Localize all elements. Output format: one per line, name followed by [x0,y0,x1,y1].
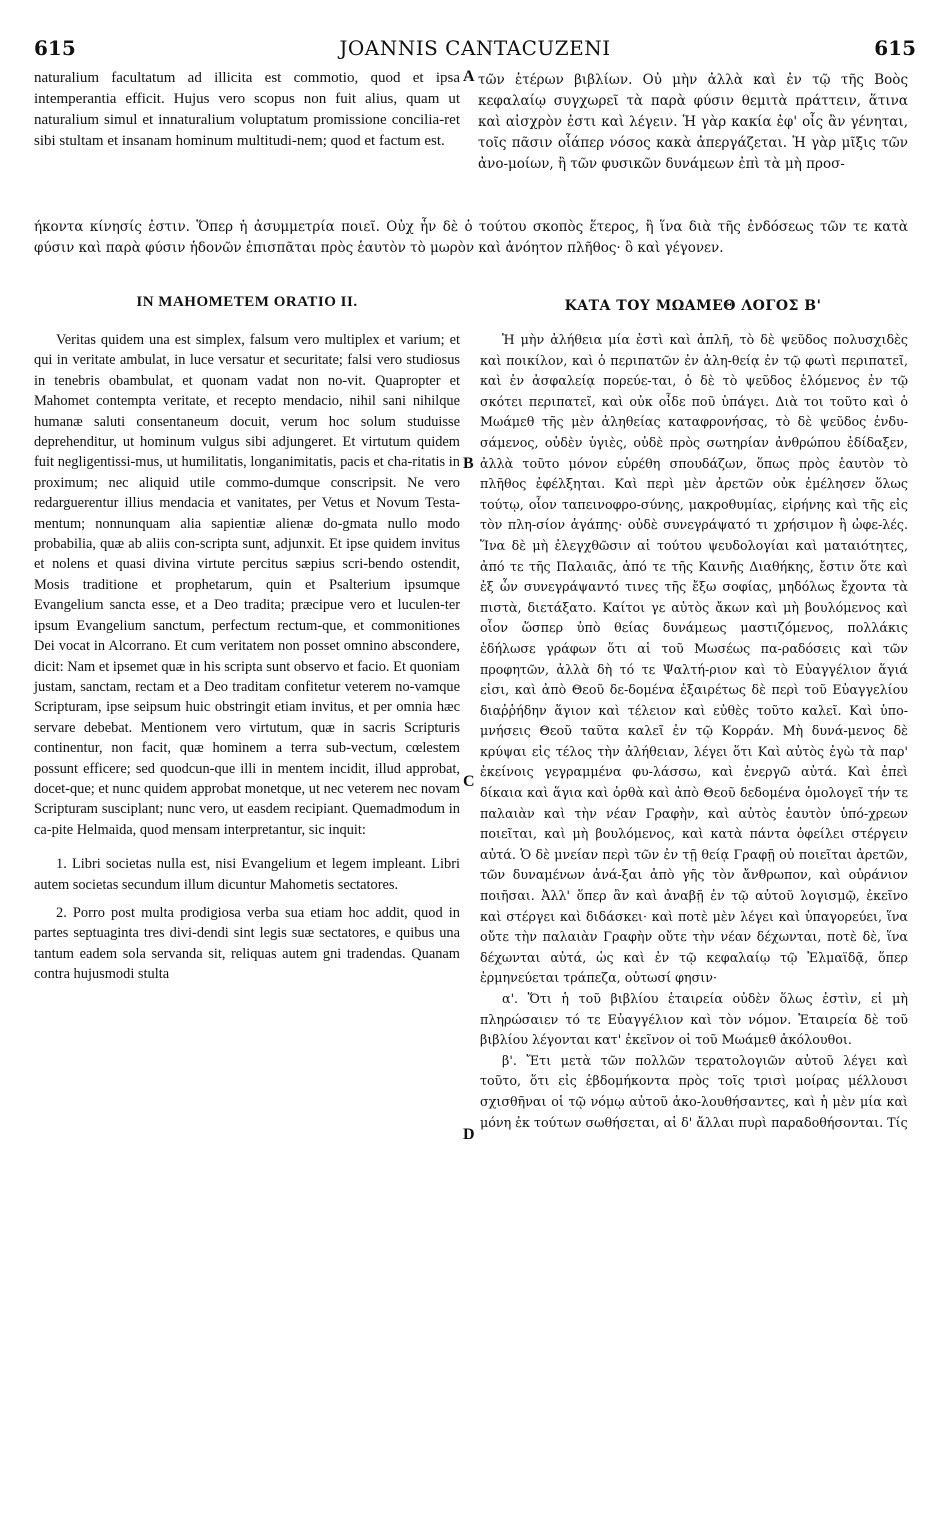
margin-marker-c: C [463,773,475,790]
greek-full-width [34,217,908,259]
margin-marker-a: A [463,68,475,85]
greek-paragraph-3: β'. Ἔτι μετὰ τῶν πολλῶν τερατολογιῶν αὐτοῦ λέγει καὶ τοῦτο, ὅτι εἰς ἑβδομήκοντα πρὸς τοῖς τρισὶ μοίρας μέλλουσι σχισθῆναι οἱ τῷ νόμῳ αὐτοῦ ἀκο-λουθήσαντες, καὶ ἡ μὲν μία καὶ μόνη ἐκ τούτων σωθήσεται, αἱ δ' ἄλλαι πυρὶ παραδοθήσονται. Τίς [480,1052,908,1130]
latin-paragraph-2: 1. Libri societas nulla est, nisi Evangelium et legem impleant. Libri autem societas secundum illum dicuntur Mahometis sectatores. [34,856,460,893]
margin-marker-d: D [463,1126,475,1143]
page-number-left: 615 [34,36,76,60]
latin-section-title: IN MAHOMETEM ORATIO II. [136,294,358,310]
latin-top-text: naturalium facultatum ad illicita est commotio, quod et ipsa intemperantia efficit. Hujus vero scopus non fuit alius, quam ut naturalium simul et innaturalium voluptatum promissione concilia-ret sibi stultam et insanam hominum multitudi-nem; quod et factum est. [34,70,460,149]
running-title: JOANNIS CANTACUZENI [339,36,611,60]
page-number-right: 615 [874,36,916,60]
latin-top-column [34,68,460,152]
greek-paragraph-2: α'. Ὅτι ἡ τοῦ βιβλίου ἑταιρεία οὐδὲν ὅλως ἐστὶν, εἰ μὴ πληρώσαιεν τό τε Εὐαγγέλιον καὶ τὸν νόμον. Ἑταιρεία δὲ τοῦ βιβλίου λέγονται κατ' ἐκεῖνον οἱ τοῦ Μωάμεθ ἀκόλουθοι. [480,991,908,1048]
greek-top-column [478,70,908,175]
greek-body-column [480,330,908,1133]
greek-top-text: τῶν ἑτέρων βιβλίων. Οὐ μὴν ἀλλὰ καὶ ἐν τῷ τῆς Βοὸς κεφαλαίῳ συγχωρεῖ τὰ παρὰ φύσιν θεμιτὰ πράττειν, ἅτινα καὶ αἰσχρὸν ἐστι καὶ λέγειν. Ἡ γὰρ κακία ἐφ' οἷς ἂν γένηται, τοῖς πᾶσιν οἷάπερ νόσος κακὰ ἀπεργάζεται. Ἡ γὰρ μῖξις τῶν ἀνο-μοίων, ἢ τῶν φυσικῶν δυνάμεων ἐπὶ τὰ μὴ προσ- [478,72,908,172]
greek-full-width-text: ήκοντα κίνησίς ἐστιν. Ὅπερ ἡ ἀσυμμετρία ποιεῖ. Οὐχ ἦν δὲ ὁ τούτου σκοπὸς ἕτερος, ἢ ἵνα διὰ τῆς ἐνδόσεως τῶν τε κατὰ φύσιν καὶ παρὰ φύσιν ἡδονῶν ἐπισπᾶται πρὸς ἑαυτὸν τὸ μωρὸν καὶ ἀνόητον πλῆθος· ὃ καὶ γέγονεν. [34,219,908,256]
latin-paragraph-1: Veritas quidem una est simplex, falsum vero multiplex et varium; et qui in veritate ambulat, in luce versatur et securitate; falsi vero studiosus in tenebris obambulat, et quonam vadat non no-vit. Quapropter et Mahomet contempta veritate, et recepto mendacio, nihil sani nihilque humanæ saluti consentaneum docuit, verum hoc solum studuisse deprehenditur, ut hominum vulgus sibi adjungeret. Et virtutum quidem fuit negligentissi-mus, ut humilitatis, longanimitatis, pacis et cha-ritatis in proximum; nec aliquid utile commo-dumque conscripsit. Ne vero redarguerentur illius mendacia et vanitates, per Vetus et Novum Testa-mentum; nonnunquam alia sapientiæ alienæ do-gmata nullo modo probabilia, quæ ab aliis con-scripta sunt, adjunxit. Et ipse quidem invitus et nolens et quasi divina virtute percitus sæpius scri-bendo ostendit, Mosis traditione et prophetarum, quin et Psalterium ipsumque Evangelium sancta esse, et a Deo tradita; præcipue vero et luculen-ter ipsum Evangelium sanctum, perfectum rectum-que, et commonitiones Dei vocat in Alcorrano. Et cum veritatem non posset omnino abscondere, dicit: Nam et ipsemet quæ in his scripta sunt observo et facio. Et quoniam justam, sanctam, rectam et a Deo traditam confitetur veterem no-vamque Scripturam, ipse seipsum huic obstringit etiam invitus, et per omnia hæc servare debebat. Mentionem vero virtutum, quæ in sacris Scripturis continentur, non facit, quæ hominem a terra sub-vectum, cœlestem possunt efficere; sed quodcun-que illi in mentem incidit, illud approbat, docet-que; et nunc quidem approbat monetque, ut nec veterem nec novam Scripturam susciplant; nunc vero, ut easdem recipiant. Quemadmodum in ca-pite Helmaida, quod mensam interpretantur, sic inquit: [34,332,460,838]
running-header [34,36,916,64]
latin-body-column [34,330,460,985]
greek-paragraph-1: Ἡ μὴν ἀλήθεια μία ἐστὶ καὶ ἁπλῆ, τὸ δὲ ψεῦδος πολυσχιδὲς καὶ ποικίλον, καὶ ὁ περιπατῶν ἐν ἀλη-θείᾳ ἐν τῷ φωτὶ περιπατεῖ, καὶ ἐν ἀσφαλείᾳ πορεύε-ται, ὁ δὲ τὸ ψεῦδος ἑλόμενος ἐν τῷ σκότει περιπατεῖ, καὶ οὐκ οἶδε ποῦ ὑπάγει. Διὰ τοι τοῦτο καὶ ὁ Μωάμεθ τῆς μὲν ἀληθείας καταφρονήσας, τὸ δὲ ψεῦδος ἐνδυ-σάμενος, οὐδὲν ὑγιὲς, οὐδὲ πρὸς σωτηρίαν ἀνθρώπου ἐδίδαξεν, ἀλλὰ τοῦτο μόνον εὑρέθη σπουδάζων, ὅπως πρὸς ἑαυτὸν τὸ πλῆθος ἐφέλξηται. Καὶ περὶ μὲν ἀρετῶν οὐκ ἐμέλησεν ὅλως τούτῳ, οἷον ταπεινοφρο-σύνης, μακροθυμίας, εἰρήνης καὶ τῆς εἰς τὸν πλη-σίον ἀγάπης· οὐδὲ συνεγράψατό τι χρήσιμον ἢ ὠφε-λές. Ἵνα δὲ μὴ ἐλεγχθῶσιν αἱ τούτου ψευδολογίαι καὶ ματαιότητες, ἀπό τε τῆς Παλαιᾶς, ἀπό τε τῆς Καινῆς Διαθήκης, ἔστιν ὅτε καὶ ἐξ ὧν συνεγράψαντό τινες τῆς ἔξω σοφίας, μηδόλως ἔχοντα τὰ πιστὰ, διετάξατο. Καίτοι γε αὐτὸς ἄκων καὶ μὴ βουλόμενος καὶ οἷον ὥσπερ ὑπὸ θείας δυνάμεως μαστιζόμενος, πολλάκις ἐδήλωσε γράφων ὅτι αἱ τοῦ Μωσέως πα-ραδόσεις καὶ τῶν προφητῶν, ἀλλὰ δὴ τό τε Ψαλτή-ριον καὶ τὸ Εὐαγγέλιον ἅγιά εἰσι, καὶ ἀπὸ Θεοῦ δε-δομένα ἐξαιρέτως δὲ περὶ τοῦ Εὐαγγελίου διαῤῥήδην ἅγιον καὶ τέλειον καὶ εὐθὲς τοῦτο καλεῖ. Καὶ ὑπο-μνήσεις Θεοῦ ταῦτα καλεῖ ἐν τῷ Κορράν. Μὴ δυνά-μενος δὲ κρύψαι εἰς τέλος τὴν ἀλήθειαν, λέγει ὅτι Καὶ αὐτὸς ἐγὼ τὰ παρ' ἐκείνοις γεγραμμένα φυ-λάσσω, καὶ ἐνεργῶ αὐτά. Καὶ ἐπεὶ δίκαια καὶ ἅγια καὶ ὀρθὰ καὶ ἀπὸ Θεοῦ δεδομένα ὁμολογεῖ τήν τε παλαιὰν καὶ τὴν νέαν Γραφὴν, καὶ αὐτὸς ἑαυτὸν ὑπό-χρεων ποιεῖται, καὶ μὴ βουλόμενος, καὶ κατὰ πάντα ὀφείλει στέργειν αὐτά. Ὁ δὲ μνείαν περὶ τῶν ἐν τῇ θείᾳ Γραφῇ οὐ ποιεῖται ἀρετῶν, τῶν δυναμένων ἀνά-ξαι ἀπὸ γῆς τὸν ἄνθρωπον, καὶ οὐράνιον ποιῆσαι. Ἀλλ' ὅπερ ἂν καὶ ἀναβῇ ἐν τῷ αὐτοῦ λογισμῷ, ἐκεῖνο καὶ στέργει καὶ διδάσκει· καὶ ποτὲ μὲν λέγει καὶ ὑπαγορεύει, ἵνα οὔτε τὴν παλαιὰν Γραφὴν οὔτε τὴν νέαν δέχωνται, ποτὲ δὲ, ἵνα δέχωνται αὐτά, ὡς καὶ ἐν τῷ κεφαλαίῳ τῷ Ἐλμαϊδᾷ, ὅπερ ἑρμηνεύεται τράπεζα, οὑτωσί φησιν· [480,332,908,986]
latin-paragraph-3: 2. Porro post multa prodigiosa verba sua etiam hoc addit, quod in partes septuaginta tres divi-dendi sint legis suæ sectatores, e quibus una tantum eadem sola servanda sit, reliquas autem gni tradendas. Quanam contra hujusmodi stulta [34,904,460,983]
margin-marker-b: B [463,455,474,472]
greek-section-title: ΚΑΤΑ ΤΟΥ ΜΩΑΜΕΘ ΛΟΓΟΣ Β' [564,298,822,314]
